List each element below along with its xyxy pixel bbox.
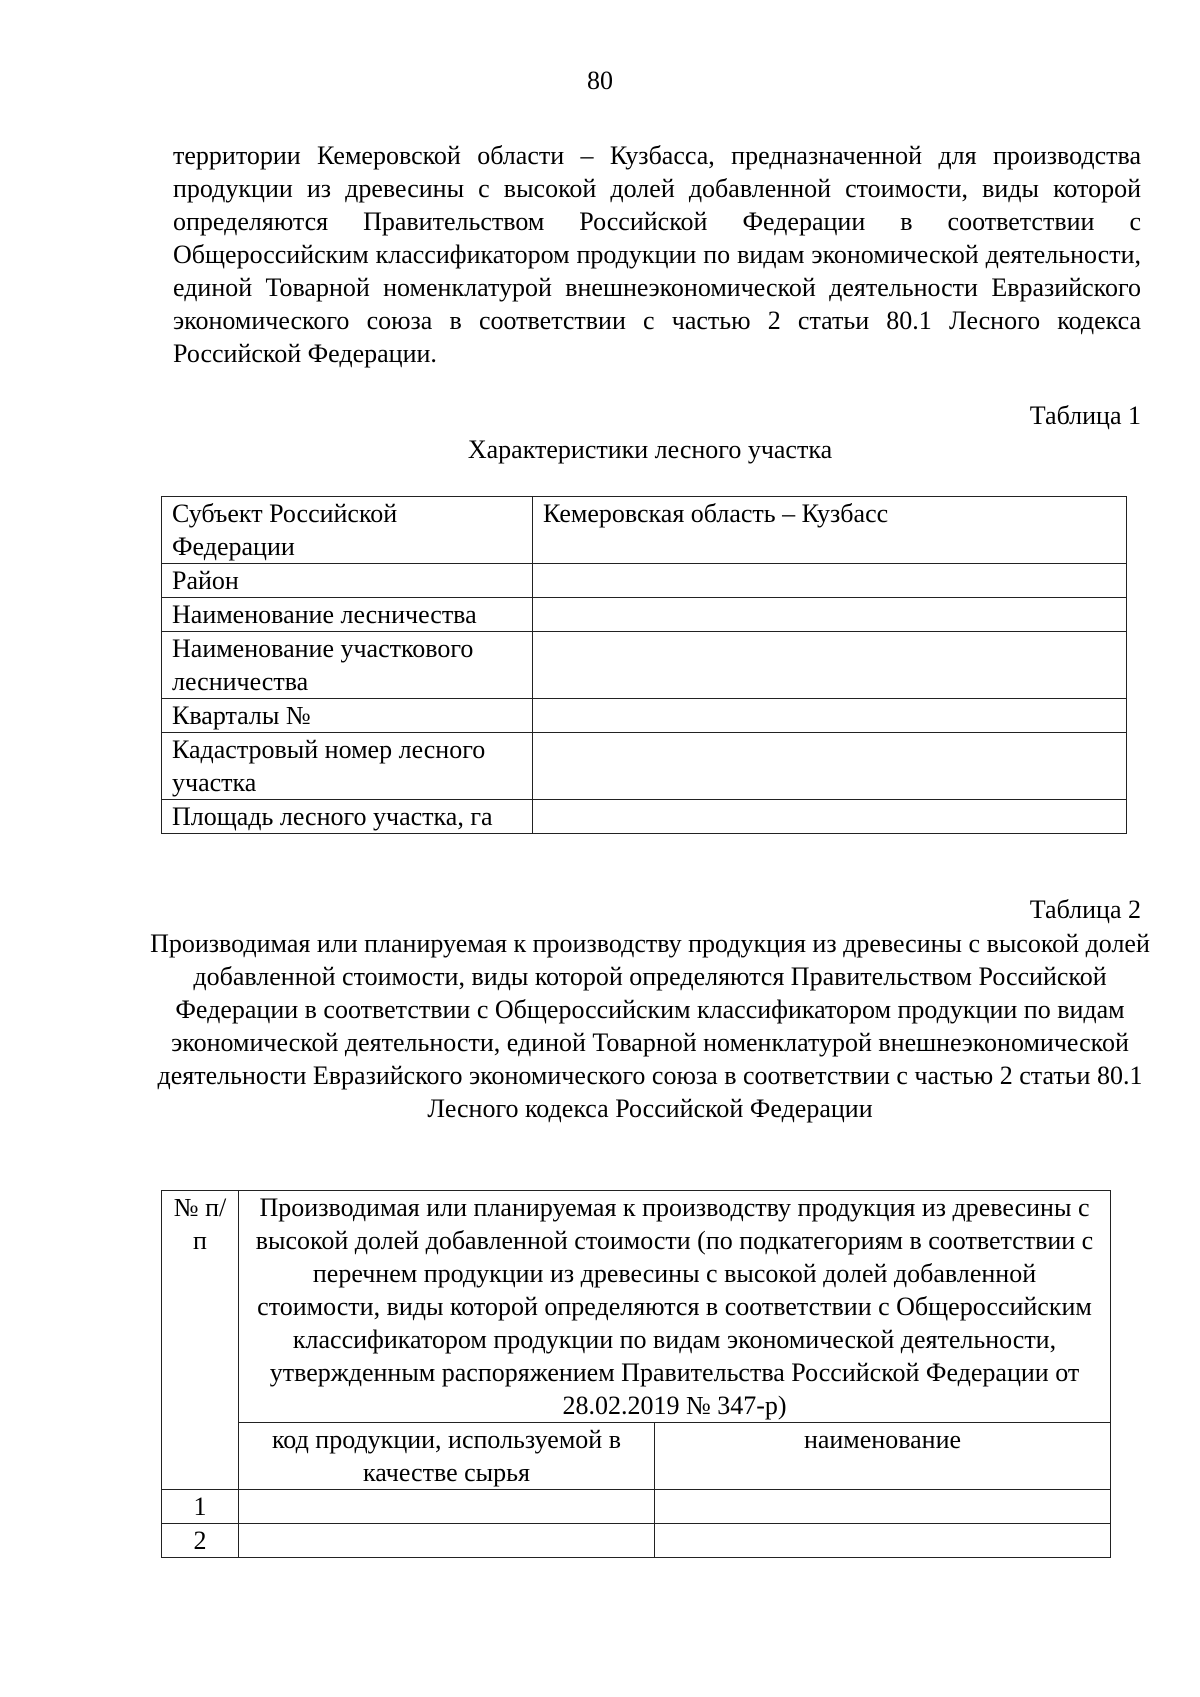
table-row	[162, 497, 1127, 564]
header-product: Производимая или планируемая к производству продукция из древесины с высокой долей добавленной стоимости (по подкатегориям в соответствии с перечнем продукции из древесины с высокой долей добавленной стоимости, виды которой определяются в соответствии с Общероссийским классификатором продукции по видам экономической деятельности, утвержденным распоряжением Правительства Российской Федерации от 28.02.2019 № 347-р)	[239, 1191, 1111, 1423]
table-row	[162, 800, 1127, 834]
row-label: Субъект Российской Федерации	[162, 497, 533, 564]
row-value	[533, 699, 1127, 733]
row-name	[655, 1490, 1111, 1524]
header-number: № п/п	[162, 1191, 239, 1490]
table1-label: Таблица 1	[1029, 401, 1141, 430]
row-label: Наименование участкового лесничества	[162, 632, 533, 699]
table2-label: Таблица 2	[1029, 895, 1141, 924]
row-value	[533, 564, 1127, 598]
table-row	[162, 733, 1127, 800]
table-row	[162, 632, 1127, 699]
row-label: Район	[162, 564, 533, 598]
row-value	[533, 598, 1127, 632]
row-label: Кварталы №	[162, 699, 533, 733]
row-label: Площадь лесного участка, га	[162, 800, 533, 834]
header-product-name: наименование	[655, 1423, 1111, 1490]
table-row	[162, 598, 1127, 632]
row-value: Кемеровская область – Кузбасс	[533, 497, 1127, 564]
row-number: 1	[162, 1490, 239, 1524]
row-value	[533, 800, 1127, 834]
table-row	[162, 564, 1127, 598]
page-number: 80	[587, 66, 613, 95]
intro-text: территории Кемеровской области – Кузбасса, предназначенной для производства продукции из древесины с высокой долей добавленной стоимости, виды которой определяются Правительством Российской Федерации в соответствии с Общероссийским классификатором продукции по видам экономической деятельности, единой Товарной номенклатурой внешнеэкономической деятельности Евразийского экономического союза в соответствии с частью 2 статьи 80.1 Лесного кодекса Российской Федерации.	[173, 141, 1141, 368]
table-header-row	[162, 1191, 1111, 1423]
row-value	[533, 733, 1127, 800]
table2-title: Производимая или планируемая к производству продукция из древесины с высокой долей добавленной стоимости, виды которой определяются Правительством Российской Федерации в соответствии с Общероссийским классификатором продукции по видам экономической деятельности, единой Товарной номенклатурой внешнеэкономической деятельности Евразийского экономического союза в соответствии с частью 2 статьи 80.1 Лесного кодекса Российской Федерации	[150, 929, 1150, 1123]
row-value	[533, 632, 1127, 699]
row-number: 2	[162, 1524, 239, 1558]
row-label: Кадастровый номер лесного участка	[162, 733, 533, 800]
row-label: Наименование лесничества	[162, 598, 533, 632]
row-code	[239, 1524, 655, 1558]
row-code	[239, 1490, 655, 1524]
forest-plot-characteristics-table	[161, 496, 1127, 834]
intro-paragraph	[173, 139, 1141, 370]
products-table	[161, 1190, 1111, 1558]
row-name	[655, 1524, 1111, 1558]
header-product-code: код продукции, используемой в качестве сырья	[239, 1423, 655, 1490]
table1-title: Характеристики лесного участка	[467, 435, 833, 464]
table-row	[162, 1490, 1111, 1524]
table-row	[162, 1524, 1111, 1558]
table-subheader-row	[162, 1423, 1111, 1490]
table-row	[162, 699, 1127, 733]
